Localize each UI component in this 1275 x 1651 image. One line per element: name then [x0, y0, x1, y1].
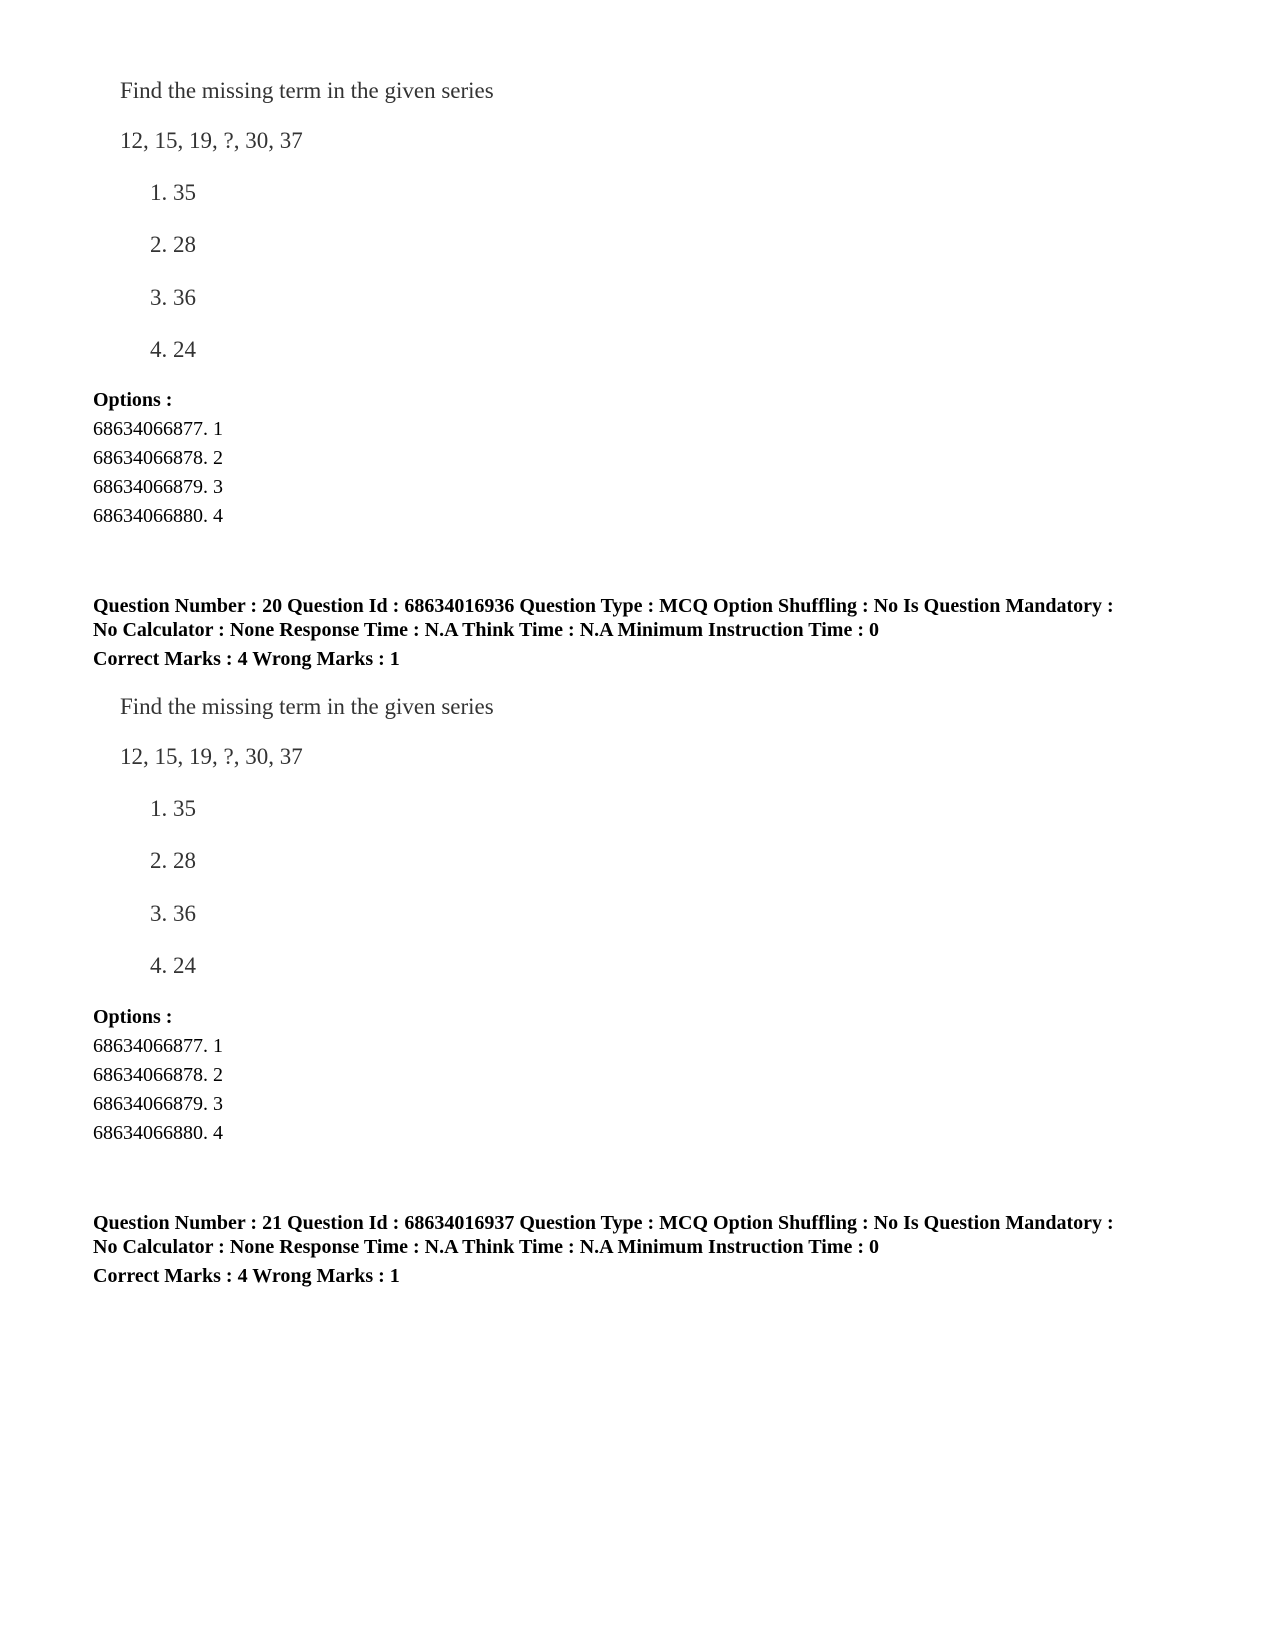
question-series: 12, 15, 19, ?, 30, 37 [120, 128, 303, 153]
options-list [93, 1003, 223, 1148]
question-text: Find the missing term in the given series [120, 694, 494, 719]
question-choice: 1. 35 [150, 180, 196, 205]
question-text: Find the missing term in the given series [120, 78, 494, 103]
question-meta-line: Question Number : 20 Question Id : 68634016936 Question Type : MCQ Option Shuffling : No Is Question Mandatory : [93, 595, 1114, 617]
question-choice: 3. 36 [150, 901, 196, 926]
option-item: 68634066879. 3 [93, 1093, 223, 1115]
options-list [93, 386, 223, 531]
question-series: 12, 15, 19, ?, 30, 37 [120, 744, 303, 769]
option-item: 68634066880. 4 [93, 505, 223, 527]
options-heading: Options : [93, 389, 173, 411]
question-choice: 2. 28 [150, 232, 196, 257]
question-choice: 4. 24 [150, 337, 196, 362]
question-choice: 3. 36 [150, 285, 196, 310]
question-meta [93, 594, 1233, 671]
question-meta-line: No Calculator : None Response Time : N.A Think Time : N.A Minimum Instruction Time : 0 [93, 1236, 879, 1258]
question-meta [93, 1211, 1233, 1288]
option-item: 68634066878. 2 [93, 447, 223, 469]
question-meta-line: No Calculator : None Response Time : N.A Think Time : N.A Minimum Instruction Time : 0 [93, 619, 879, 641]
question-image [120, 694, 620, 994]
question-image [120, 78, 620, 378]
marks-line: Correct Marks : 4 Wrong Marks : 1 [93, 648, 400, 670]
question-choice: 2. 28 [150, 848, 196, 873]
question-meta-line: Question Number : 21 Question Id : 68634016937 Question Type : MCQ Option Shuffling : No Is Question Mandatory : [93, 1212, 1114, 1234]
question-choice: 4. 24 [150, 953, 196, 978]
option-item: 68634066879. 3 [93, 476, 223, 498]
question-choice: 1. 35 [150, 796, 196, 821]
marks-line: Correct Marks : 4 Wrong Marks : 1 [93, 1265, 400, 1287]
option-item: 68634066877. 1 [93, 1035, 223, 1057]
option-item: 68634066880. 4 [93, 1122, 223, 1144]
option-item: 68634066878. 2 [93, 1064, 223, 1086]
options-heading: Options : [93, 1006, 173, 1028]
option-item: 68634066877. 1 [93, 418, 223, 440]
